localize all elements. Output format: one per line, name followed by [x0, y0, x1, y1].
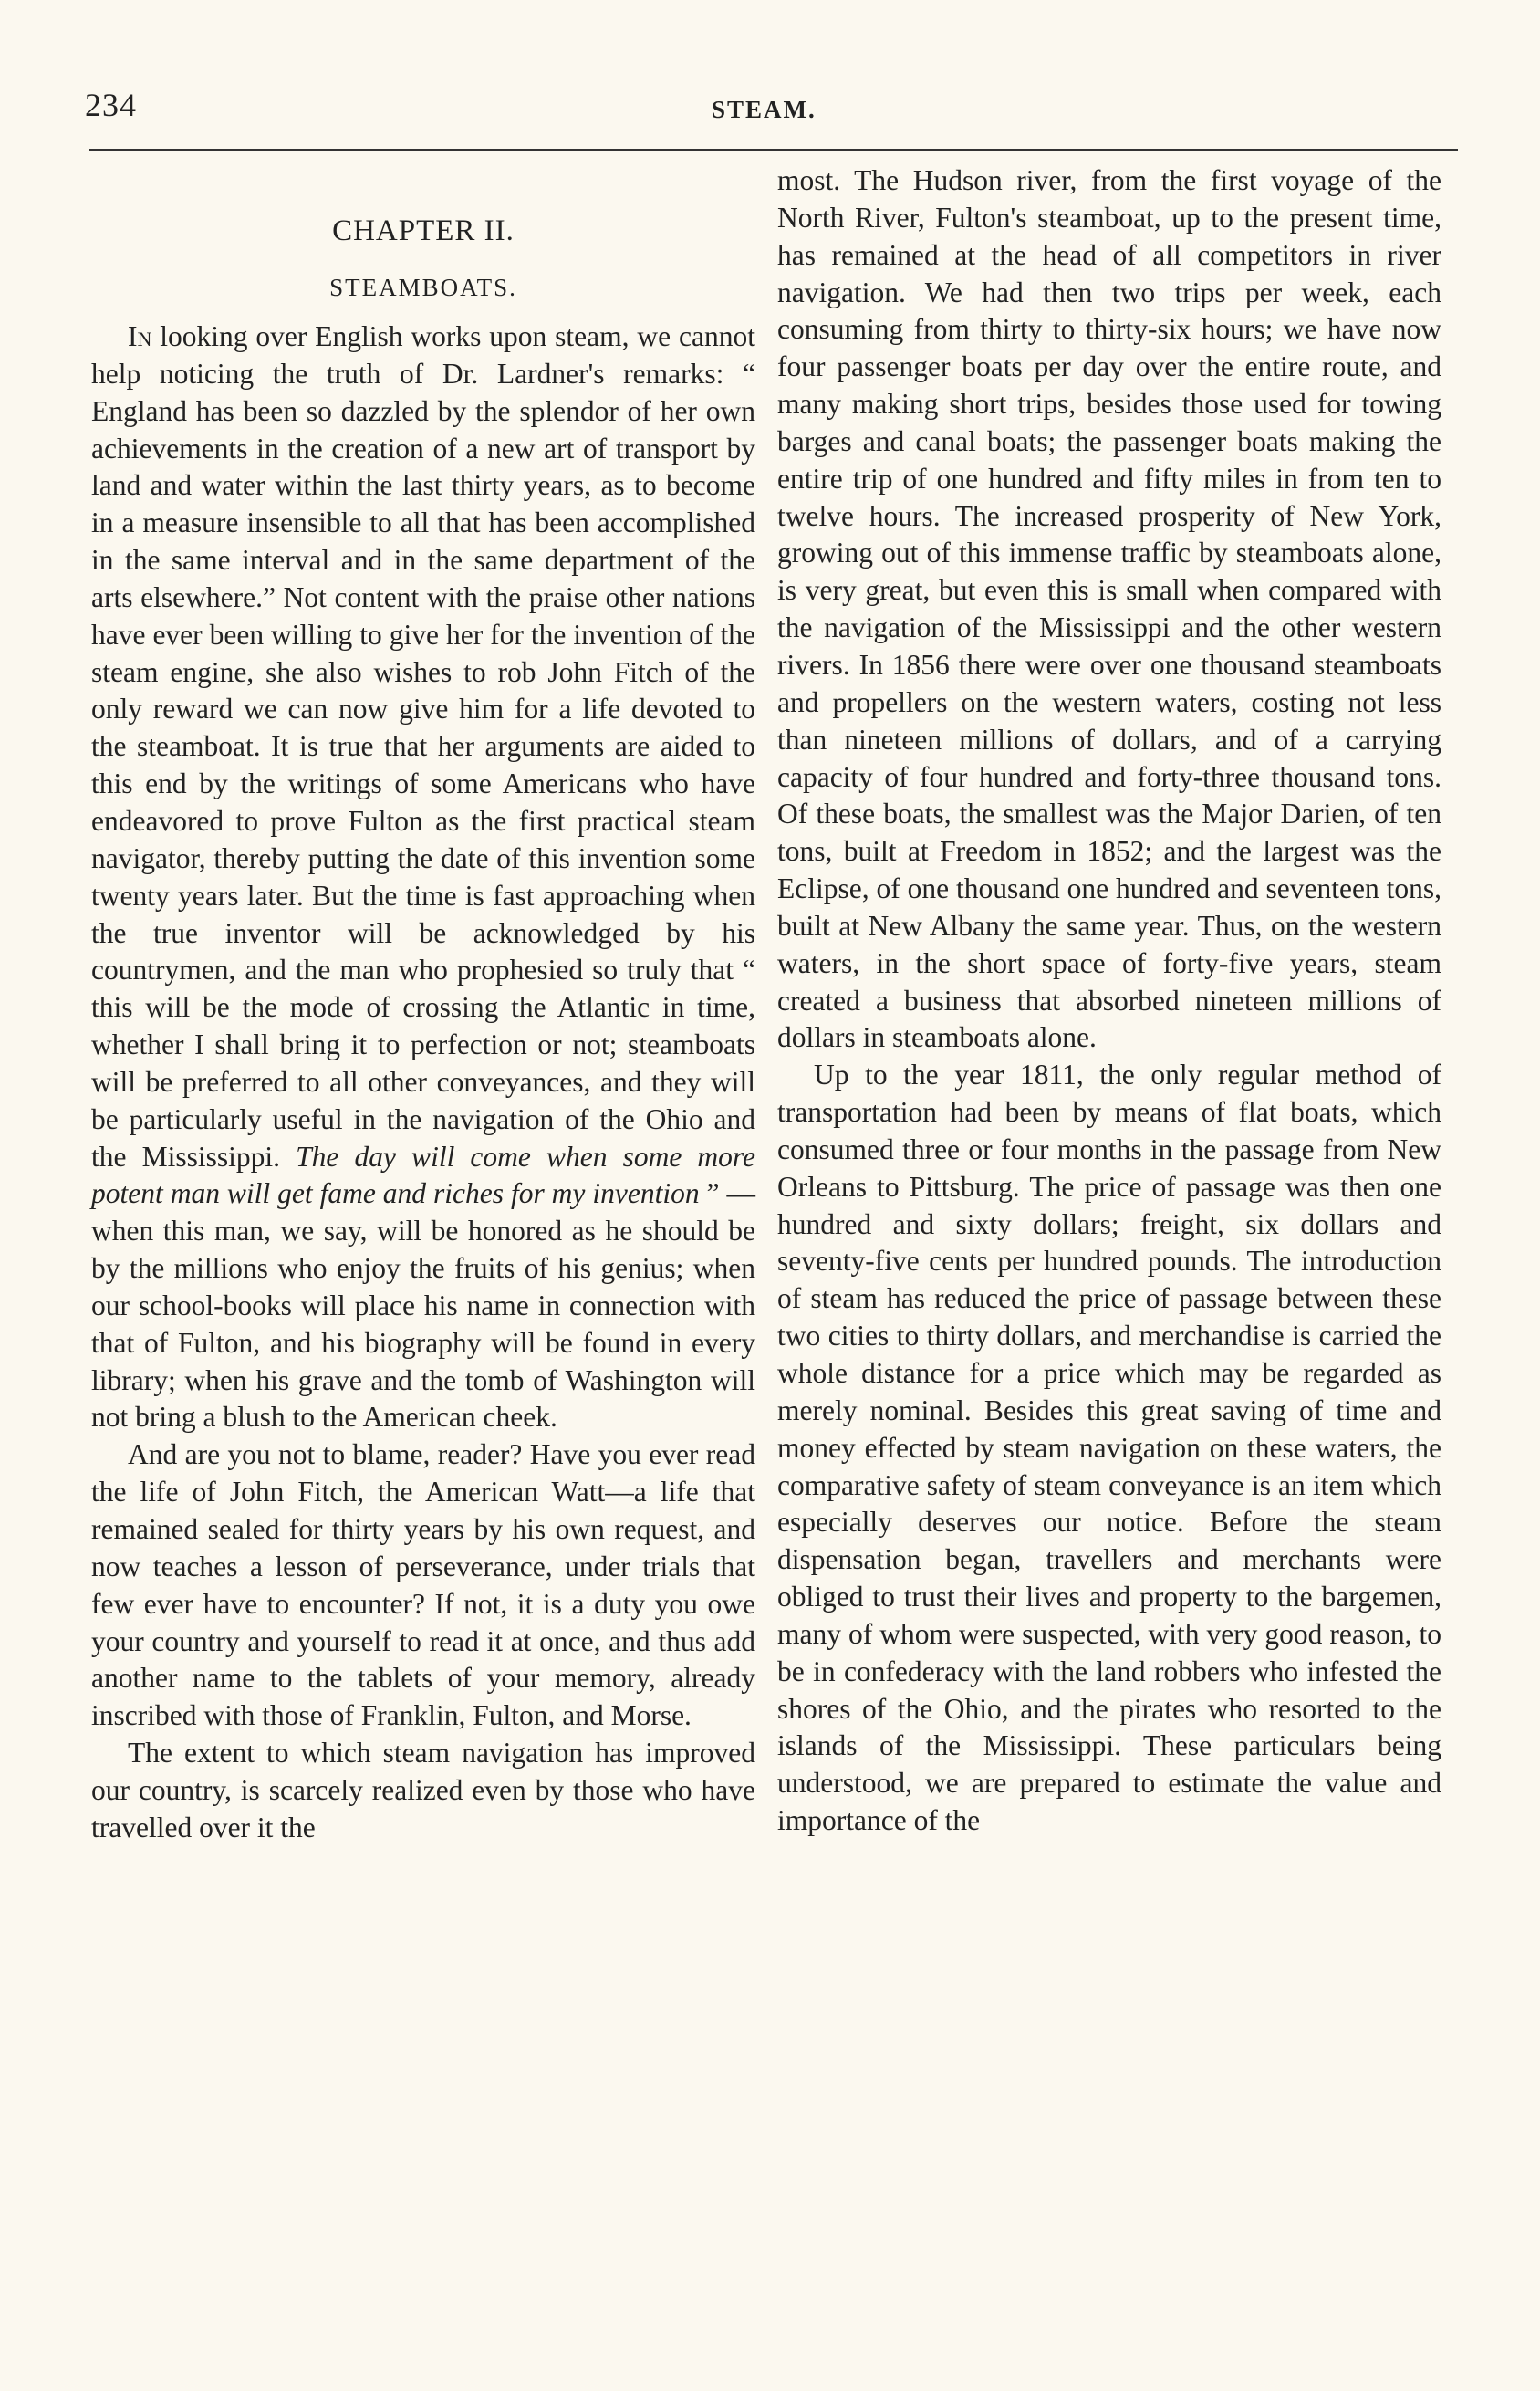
- running-head: STEAM.: [712, 96, 817, 123]
- paragraph-1-text-b: ” —when this man, we say, will be honored as he should be by the millions who enjoy the fruits of his genius; when our school-books will place his name in connection with that of Fulton, and his biography will be found in every library; when his grave and the tomb of Washington will not bring a blush to the American cheek.: [91, 1177, 756, 1434]
- paragraph-1-text-a: looking over English works upon steam, we cannot help noticing the truth of Dr. Lardner's remarks: “ England has been so dazzled by the splendor of her own achievements in the creation of a new art of transport by land and water within the last thirty years, as to become in a measure insensible to all that has been accomplished in the same interval and in the same department of the arts elsewhere.” Not content with the praise other nations have ever been willing to give her for the invention of the steam engine, she also wishes to rob John Fitch of the only reward we can now give him for a life devoted to the steamboat. It is true that her arguments are aided to this end by the writings of some Americans who have endeavored to prove Fulton as the first practical steam navigator, thereby putting the date of this invention some twenty years later. But the time is fast approaching when the true inventor will be acknowledged by his countrymen, and the man who prophesied so truly that “ this will be the mode of crossing the Atlantic in time, whether I shall bring it to perfection or not; steamboats will be preferred to all other conveyances, and they will be particularly useful in the navigation of the Ohio and the Mississippi.: [91, 320, 755, 1173]
- section-title: STEAMBOATS.: [329, 274, 517, 301]
- paragraph-3: The extent to which steam navigation has improved our country, is scarcely realized even by those who have travelled over it the: [91, 1737, 755, 1843]
- paragraph-5: Up to the year 1811, the only regular method of transportation had been by means of flat boats, which consumed three or four months in the passage from New Orleans to Pittsburg. The price of passage was then one hundred and sixty dollars; freight, six dollars and seventy-five cents per hundred pounds. The introduction of steam has reduced the price of passage between these two cities to thirty dollars, and merchandise is carried the whole distance for a price which may be regarded as merely nominal. Besides this great saving of time and money effected by steam navigation on these waters, the comparative safety of steam conveyance is an item which especially deserves our notice. Before the steam dispensation began, travellers and merchants were obliged to trust their lives and property to the bargemen, many of whom were suspected, with very good reason, to be in confederacy with the land robbers who infested the shores of the Ohio, and the pirates who resorted to the islands of the Mississippi. These particulars being understood, we are prepared to estimate the value and importance of the: [777, 1059, 1441, 1837]
- paragraph-4: most. The Hudson river, from the first voyage of the North River, Fulton's steamboat, up to the present time, has remained at the head of all competitors in river navigation. We had then two trips per week, each consuming from thirty to thirty-six hours; we have now four passenger boats per day over the entire route, and many making short trips, besides those used for towing barges and canal boats; the passenger boats making the entire trip of one hundred and fifty miles in from ten to twelve hours. The increased prosperity of New York, growing out of this immense traffic by steamboats alone, is very great, but even this is small when compared with the navigation of the Mississippi and the other western rivers. In 1856 there were over one thousand steamboats and propellers on the western waters, costing not less than nineteen millions of dollars, and of a carrying capacity of four hundred and forty-three thousand tons. Of these boats, the smallest was the Major Darien, of ten tons, built at Freedom in 1852; and the largest was the Eclipse, of one thousand one hundred and seventeen tons, built at New Albany the same year. Thus, on the western waters, in the short space of forty-five years, steam created a business that absorbed nineteen millions of dollars in steamboats alone.: [777, 164, 1441, 1054]
- header-rule: [89, 149, 1458, 151]
- drop-word: In: [128, 320, 152, 352]
- chapter-title: CHAPTER II.: [332, 214, 515, 247]
- right-column: [777, 162, 1441, 1840]
- paragraph-1: [91, 318, 755, 1436]
- paragraph-2: And are you not to blame, reader? Have you ever read the life of John Fitch, the American Watt—a life that remained sealed for thirty years by his own request, and now teaches a lesson of perseverance, under trials that few ever have to encounter? If not, it is a duty you owe your country and yourself to read it at once, and thus add another name to the tablets of your memory, already inscribed with those of Franklin, Fulton, and Morse.: [91, 1438, 755, 1732]
- paragraph-1-italic-quote: The day will come when some more potent man will get fame and riches for my invention: [91, 1140, 755, 1210]
- page-number: 234: [85, 87, 137, 123]
- left-column: [91, 162, 755, 1847]
